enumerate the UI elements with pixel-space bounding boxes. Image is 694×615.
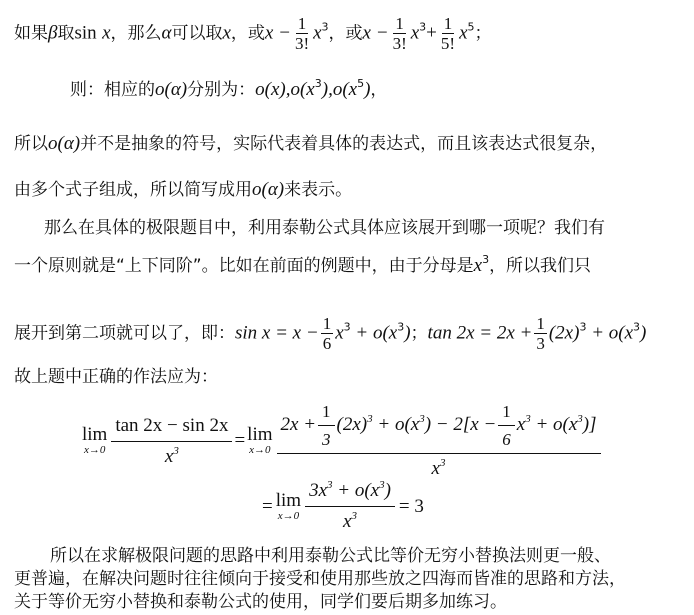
var-x: x: [164, 445, 174, 467]
plus: +: [426, 22, 437, 44]
expr: ): [384, 480, 391, 501]
var-x: x: [102, 22, 111, 44]
o-list: o(x),o(x: [255, 79, 315, 100]
denominator: 6: [322, 334, 332, 353]
numerator: 1: [297, 14, 307, 33]
exponent: 3: [397, 320, 405, 334]
expr: )]: [582, 413, 597, 435]
lim-label: lim: [82, 424, 108, 445]
var-x: x: [313, 22, 322, 44]
text: 那么在具体的极限题目中，利用泰勒公式具体应该展开到哪一项呢？我们有: [44, 218, 605, 238]
sin-func: sin: [74, 22, 97, 44]
lim-operator: [82, 426, 107, 456]
para3-line3: [14, 591, 507, 613]
denominator: 3: [536, 334, 545, 353]
var-x: x: [335, 322, 344, 344]
equals: =: [234, 430, 246, 451]
line-o-alpha-meaning: [14, 133, 607, 155]
para2-line2: [14, 255, 591, 277]
expr: 3x: [309, 480, 327, 501]
exponent: 3: [367, 412, 373, 425]
var-x: x: [473, 255, 483, 276]
simplified-fraction: [305, 480, 395, 533]
text: 故上题中正确的作法应为：: [14, 367, 218, 387]
lim-subscript: x→0: [277, 509, 300, 522]
exponent: 3: [379, 479, 385, 491]
expr: (2x): [548, 322, 580, 344]
text: 可以取: [171, 23, 223, 44]
fraction-1-over-3: [534, 314, 547, 353]
exponent: 3: [482, 253, 490, 266]
numerator: 1: [443, 14, 453, 33]
text: 所以: [14, 134, 48, 154]
lim-subscript: x→0: [83, 444, 106, 456]
o-alpha: o(α): [252, 179, 285, 200]
lhs-fraction: [111, 415, 232, 468]
text: ，那么: [110, 23, 162, 44]
lim-operator: [247, 426, 272, 456]
result-value: = 3: [398, 495, 424, 517]
text: ；: [410, 323, 428, 344]
expr: x: [516, 413, 526, 435]
expr: ) − 2[x −: [424, 413, 497, 435]
expr: + o(x: [372, 413, 420, 435]
text: tan 2x − sin 2x: [115, 414, 229, 436]
denominator: 3!: [392, 34, 407, 53]
text: ，或: [230, 23, 265, 44]
denominator: 6: [502, 430, 511, 449]
expr: + o(x: [350, 322, 398, 344]
lim-label: lim: [247, 424, 273, 445]
denominator: 5!: [440, 34, 456, 53]
numerator: 1: [322, 314, 332, 333]
fraction-1-over-3-factorial: [293, 14, 311, 53]
rhs-numerator: [277, 402, 601, 454]
text: ；: [474, 23, 492, 44]
exponent: 3: [314, 77, 322, 90]
text: 则：相应的: [70, 80, 155, 100]
alpha-symbol: α: [161, 22, 172, 44]
lhs-numerator: [111, 415, 232, 442]
o-list: ),o(x: [321, 79, 358, 100]
lhs-denominator: [165, 442, 179, 468]
fraction-1-over-6: [321, 314, 334, 353]
text: 关于等价无穷小替换和泰勒公式的使用，同学们要后期多加练习。: [14, 592, 507, 612]
text: 所以在求解极限问题的思路中利用泰勒公式比等价无穷小替换法则更一般、: [50, 546, 611, 566]
fraction-1-over-3: [318, 402, 335, 449]
exponent: 5: [467, 20, 475, 34]
lim-operator: [275, 489, 302, 522]
exponent: 3: [321, 20, 329, 34]
numerator: 1: [395, 14, 404, 33]
exponent: 3: [419, 20, 427, 34]
simplified-numerator: [305, 480, 395, 507]
exponent: 3: [173, 444, 179, 457]
text: 由多个式子组成，所以简写成用: [14, 180, 252, 200]
numerator: 1: [498, 402, 515, 426]
limit-equation-line1: [82, 402, 601, 480]
text: 如果: [14, 23, 48, 44]
expr: x −: [264, 22, 291, 44]
expr: 2x +: [280, 413, 317, 435]
var-x: x: [410, 22, 420, 44]
fraction-1-over-5-factorial: [439, 14, 457, 53]
text: 并不是抽象的符号，实际代表着具体的表达式，而且该表达式很复杂，: [80, 134, 608, 154]
line-alpha-choices: [14, 14, 492, 53]
exponent: 3: [439, 457, 446, 469]
exponent: 5: [357, 77, 365, 90]
text: 来表示。: [284, 180, 353, 200]
expr: ): [640, 322, 647, 344]
fraction-1-over-3-factorial: [391, 14, 409, 53]
line-o-alpha-shorthand: [14, 179, 352, 201]
simplified-denominator: [343, 507, 357, 533]
exponent: 3: [351, 510, 357, 522]
numerator: 1: [318, 402, 335, 426]
text: 展开到第二项就可以了，即：: [14, 323, 235, 344]
numerator: 1: [536, 314, 545, 333]
limit-equation-line2: [262, 480, 424, 533]
text: 更普遍，在解决问题时往往倾向于接受和使用那些放之四海而皆准的思路和方法，: [14, 569, 626, 589]
para3-line1: [50, 545, 611, 567]
expr: + o(x: [530, 413, 578, 435]
fraction-1-over-6: [498, 402, 515, 449]
exponent: 3: [327, 479, 333, 491]
para2-line1: [44, 217, 605, 239]
var-x: x: [459, 22, 468, 44]
exponent: 3: [577, 412, 583, 425]
denominator: 3!: [294, 34, 310, 53]
o-alpha: o(α): [48, 133, 81, 154]
lim-subscript: x→0: [249, 444, 271, 456]
para2-line3-taylor: [14, 314, 646, 353]
expr: ): [404, 322, 411, 344]
sin-expansion: sin x = x −: [235, 322, 319, 344]
rhs-denominator: [432, 454, 446, 480]
var-x: x: [222, 22, 231, 44]
o-list: ): [364, 79, 371, 100]
para3-line2: [14, 568, 626, 590]
method-heading: [14, 366, 218, 388]
rhs-fraction: [277, 402, 601, 480]
exponent: 3: [579, 320, 587, 334]
denominator: 3: [322, 430, 331, 449]
text: ，或: [328, 23, 363, 44]
exponent: 3: [525, 412, 531, 425]
exponent: 3: [633, 320, 641, 334]
expr: + o(x: [586, 322, 634, 344]
var-x: x: [431, 458, 440, 479]
text: ，: [370, 80, 388, 100]
lim-label: lim: [275, 489, 302, 511]
text: 分别为：: [187, 80, 256, 100]
text: 一个原则就是“上下同阶”。比如在前面的例题中，由于分母是: [14, 256, 474, 276]
beta-symbol: β: [48, 22, 58, 44]
o-alpha: o(α): [155, 79, 188, 100]
text: 取: [57, 23, 75, 44]
equals: =: [262, 495, 273, 517]
line-o-alpha-values: [70, 79, 387, 101]
exponent: 3: [419, 412, 425, 425]
var-x: x: [343, 511, 352, 532]
expr: x −: [362, 22, 389, 44]
expr: + o(x: [332, 480, 380, 501]
expr: (2x): [336, 413, 368, 435]
text: ，所以我们只: [489, 256, 592, 276]
exponent: 3: [343, 320, 351, 334]
tan-expansion: tan 2x = 2x +: [427, 322, 533, 344]
